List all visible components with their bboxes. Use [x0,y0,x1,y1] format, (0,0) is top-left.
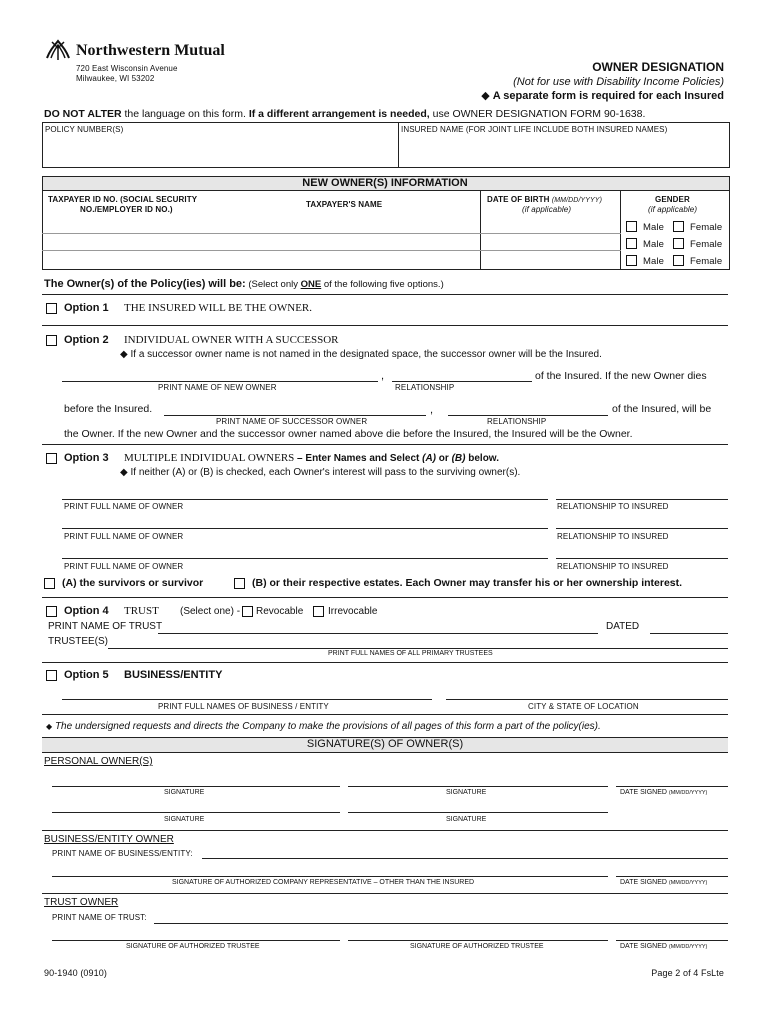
date-signed-caption [620,789,707,796]
owner-relationship-caption: RELATIONSHIP TO INSURED [557,562,669,571]
female-checkbox[interactable] [673,221,684,232]
signature-line[interactable] [348,786,608,787]
form-note [481,89,724,102]
diamond-icon: ◆ [120,349,128,360]
owners-lead-pre: (Select only [245,279,301,290]
date-signed-caption [620,943,707,950]
request-text: The undersigned requests and directs the Company to make the provisions of all pages of this form a part of the policy(ies). [54,721,601,732]
signature-caption: SIGNATURE [164,816,205,823]
signature-line[interactable] [52,812,340,813]
instruction-bold-2: If a different arrangement is needed, [248,108,430,120]
date-signed-label: DATE SIGNED [620,879,667,886]
trust-name-field[interactable] [158,633,598,634]
authorized-rep-caption: SIGNATURE OF AUTHORIZED COMPANY REPRESENTATIVE – OTHER THAN THE INSURED [172,879,475,886]
owner-name-caption: PRINT FULL NAME OF OWNER [64,532,184,541]
option-3-a: (A) [422,453,437,464]
option-2-note-text: If a successor owner name is not named in the designated space, the successor owner will be the Insured. [130,349,602,360]
col-tin-2: NO./EMPLOYER ID NO.) [80,205,173,214]
male-checkbox[interactable] [626,255,637,266]
col-dob-format: (MM/DD/YYYY) [551,197,603,204]
option-3-b: (B) [451,453,466,464]
of-insured-1: of the Insured. If the new Owner dies [535,370,707,382]
female-label: Female [690,256,723,267]
male-checkbox[interactable] [626,221,637,232]
date-format: (MM/DD/YYYY) [668,944,708,950]
owners-lead-one: ONE [300,279,322,290]
female-checkbox[interactable] [673,238,684,249]
col-dob-label: DATE OF BIRTH [487,195,550,204]
date-signed-line[interactable] [616,876,728,877]
owners-lead-text: The Owner(s) of the Policy(ies) will be: [44,278,246,290]
owner-name-field[interactable] [62,499,548,500]
trust-select-label: (Select one) - [180,606,241,617]
option-3-label: Option 3 [64,452,109,464]
owners-lead-post: of the following five options.) [321,279,444,290]
trust-owner-label: TRUST OWNER [44,897,119,908]
female-label: Female [690,239,723,250]
option-2-note [120,349,602,360]
company-name: Northwestern Mutual [76,42,225,59]
col-tin-1: TAXPAYER ID NO. (SOCIAL SECURITY [48,195,198,204]
print-business-label: PRINT NAME OF BUSINESS/ENTITY: [52,849,193,858]
form-subtitle: (Not for use with Disability Income Policies) [513,76,724,88]
instruction-bold-1: DO NOT ALTER [44,108,122,120]
owners-select-lead [44,278,444,290]
date-signed-line[interactable] [616,940,728,941]
insured-name-label: INSURED NAME (FOR JOINT LIFE INCLUDE BOTH INSURED NAMES) [401,125,668,134]
trust-name-label: PRINT NAME OF TRUST [48,621,163,632]
company-address-1: 720 East Wisconsin Avenue [76,64,178,73]
male-checkbox[interactable] [626,238,637,249]
dated-field[interactable] [650,633,728,634]
choice-a-label: (A) the survivors or survivor [62,577,204,589]
option-4-text: TRUST [124,605,159,617]
before-insured: before the Insured. [64,403,153,415]
option-3-text: MULTIPLE INDIVIDUAL OWNERS [124,452,295,464]
option-4-checkbox[interactable] [46,606,57,617]
male-label: Male [643,222,664,233]
owner-relationship-caption: RELATIONSHIP TO INSURED [557,502,669,511]
signature-line[interactable] [52,786,340,787]
date-signed-caption [620,879,707,886]
col-gender-note: (if applicable) [648,205,698,214]
option-5-checkbox[interactable] [46,670,57,681]
trustees-caption: PRINT FULL NAMES OF ALL PRIMARY TRUSTEES [328,650,493,657]
owner-name-caption: PRINT FULL NAME OF OWNER [64,562,184,571]
male-label: Male [643,239,664,250]
owner-name-field[interactable] [62,558,548,559]
option-3-text-bold: – Enter Names and Select [294,453,423,464]
date-signed-label: DATE SIGNED [620,789,667,796]
diamond-icon: ◆ [481,90,490,102]
business-name-sig-field[interactable] [202,858,728,859]
option-5-label: Option 5 [64,669,109,681]
diamond-icon: ◆ [120,467,128,478]
logo-icon [44,38,72,62]
relationship-field[interactable] [392,381,532,382]
trust-name-sig-field[interactable] [154,923,728,924]
option-2-tail: the Owner. If the new Owner and the successor owner named above die before the Insured, the Insured will be the Owner. [64,428,633,440]
form-number: 90-1940 (0910) [44,968,107,978]
city-state-caption: CITY & STATE OF LOCATION [528,702,639,711]
owner-name-caption: PRINT FULL NAME OF OWNER [64,502,184,511]
option-3-note [120,467,520,478]
option-3-note-text: If neither (A) or (B) is checked, each Owner's interest will pass to the surviving owner(s). [130,467,521,478]
revocable-checkbox[interactable] [242,606,253,617]
personal-owners-label: PERSONAL OWNER(S) [44,756,153,767]
successor-relationship-caption: RELATIONSHIP [487,417,547,426]
dated-label: DATED [606,621,640,632]
successor-name-field[interactable] [164,415,426,416]
choice-b-label: (B) or their respective estates. Each Owner may transfer his or her ownership interest. [252,577,683,589]
signatures-heading: SIGNATURE(S) OF OWNER(S) [306,738,464,750]
comma: , [381,370,385,382]
owner-relationship-caption: RELATIONSHIP TO INSURED [557,532,669,541]
col-dob [487,195,602,204]
irrevocable-label: Irrevocable [328,606,378,617]
date-signed-line[interactable] [616,786,728,787]
option-1-label: Option 1 [64,302,109,314]
option-3-or: or [436,453,452,464]
option-3-checkbox[interactable] [46,453,57,464]
request-statement [46,721,601,732]
instruction-text-1: the language on this form. [121,108,249,120]
signature-line[interactable] [348,812,608,813]
date-signed-label: DATE SIGNED [620,943,667,950]
option-1-checkbox[interactable] [46,303,57,314]
trustee-caption: SIGNATURE OF AUTHORIZED TRUSTEE [410,943,544,950]
signature-caption: SIGNATURE [446,816,487,823]
business-name-field[interactable] [62,699,432,700]
city-state-field[interactable] [446,699,728,700]
owner-relationship-field[interactable] [556,499,728,500]
option-2-checkbox[interactable] [46,335,57,346]
of-insured-2: of the Insured, will be [612,403,712,415]
diamond-icon: ◆ [46,722,53,731]
owner-relationship-field[interactable] [556,558,728,559]
insured-name-field[interactable] [400,135,726,165]
company-address-2: Milwaukee, WI 53202 [76,74,155,83]
date-format: (MM/DD/YYYY) [668,790,708,796]
choice-a-checkbox[interactable] [44,578,55,589]
option-3-heading [124,452,499,464]
signature-caption: SIGNATURE [164,789,205,796]
instructions [44,108,645,120]
relationship-caption: RELATIONSHIP [395,383,455,392]
form-title: OWNER DESIGNATION [592,60,724,74]
female-checkbox[interactable] [673,255,684,266]
form-note-text: A separate form is required for each Insured [492,90,724,102]
trustee-signature-line[interactable] [52,940,340,941]
trustees-label: TRUSTEE(S) [48,636,108,647]
col-taxpayer-name: TAXPAYER'S NAME [306,200,383,209]
trustee-signature-line[interactable] [348,940,608,941]
new-owner-name-caption: PRINT NAME OF NEW OWNER [158,383,277,392]
option-5-text: BUSINESS/ENTITY [124,669,223,681]
revocable-label: Revocable [256,606,304,617]
female-label: Female [690,222,723,233]
successor-name-caption: PRINT NAME OF SUCCESSOR OWNER [216,417,368,426]
option-1-text: THE INSURED WILL BE THE OWNER. [124,302,312,314]
business-name-caption: PRINT FULL NAMES OF BUSINESS / ENTITY [158,702,329,711]
policy-number-field[interactable] [44,135,396,165]
instruction-text-2: use OWNER DESIGNATION FORM 90-1638. [429,108,646,120]
option-4-label: Option 4 [64,605,109,617]
policy-number-label: POLICY NUMBER(S) [45,125,124,134]
new-owner-name-field[interactable] [62,381,378,382]
col-gender: GENDER [655,195,690,204]
trustees-field[interactable] [108,648,728,649]
col-dob-note: (if applicable) [522,205,572,214]
page-number: Page 2 of 4 FsLte [651,968,724,978]
successor-relationship-field[interactable] [448,415,608,416]
option-2-label: Option 2 [64,334,109,346]
print-trust-label: PRINT NAME OF TRUST: [52,913,147,922]
authorized-rep-signature-line[interactable] [52,876,608,877]
comma: , [430,404,434,416]
owner-relationship-field[interactable] [556,528,728,529]
irrevocable-checkbox[interactable] [313,606,324,617]
option-3-below: below. [465,453,499,464]
business-owner-label: BUSINESS/ENTITY OWNER [44,834,174,845]
company-logo [44,38,72,67]
male-label: Male [643,256,664,267]
owner-name-field[interactable] [62,528,548,529]
option-2-text: INDIVIDUAL OWNER WITH A SUCCESSOR [124,334,339,346]
new-owner-heading: NEW OWNER(S) INFORMATION [302,177,468,189]
trustee-caption: SIGNATURE OF AUTHORIZED TRUSTEE [126,943,260,950]
choice-b-checkbox[interactable] [234,578,245,589]
date-format: (MM/DD/YYYY) [668,880,708,886]
signature-caption: SIGNATURE [446,789,487,796]
